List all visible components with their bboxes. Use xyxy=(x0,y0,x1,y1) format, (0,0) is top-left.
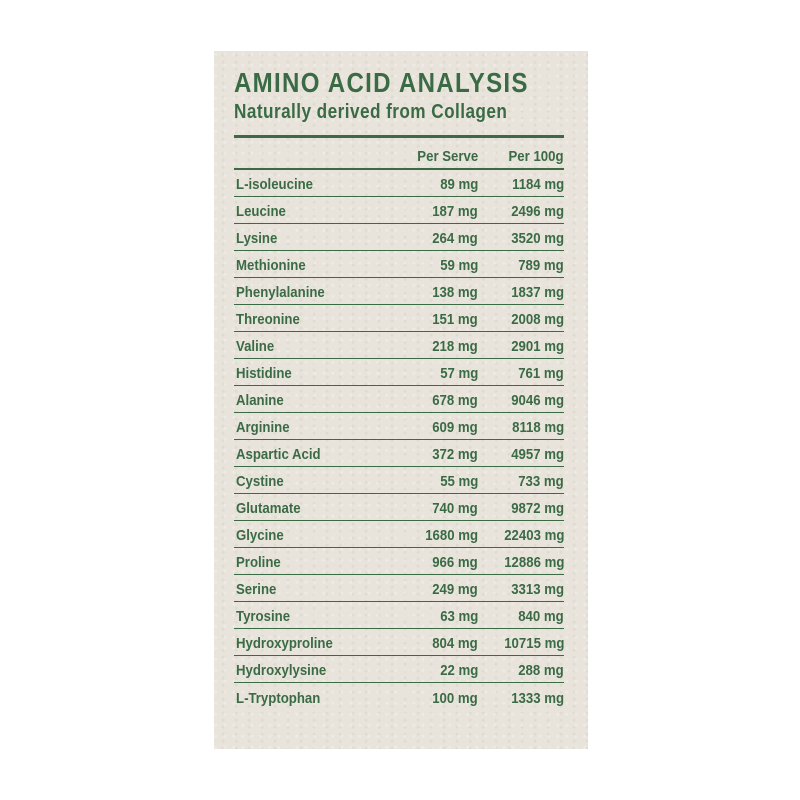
row-per-100g: 9046 mg xyxy=(511,392,564,409)
row-per-serve: 63 mg xyxy=(439,608,478,625)
row-name: Methionine xyxy=(236,257,306,274)
row-per-100g: 12886 mg xyxy=(503,554,564,571)
row-per-100g: 2008 mg xyxy=(511,311,564,328)
row-per-serve: 22 mg xyxy=(439,662,478,679)
row-per-100g: 9872 mg xyxy=(511,500,564,517)
table-row xyxy=(234,305,564,332)
row-per-serve: 372 mg xyxy=(432,446,478,463)
table-row xyxy=(234,197,564,224)
row-per-100g: 10715 mg xyxy=(503,635,564,652)
row-per-100g: 8118 mg xyxy=(511,419,564,436)
row-per-100g: 1837 mg xyxy=(511,284,564,301)
row-per-serve: 57 mg xyxy=(439,365,478,382)
table-row xyxy=(234,440,564,467)
table-row xyxy=(234,602,564,629)
row-name: Threonine xyxy=(236,311,300,328)
row-name: Valine xyxy=(236,338,275,355)
row-name: L-Tryptophan xyxy=(236,690,321,707)
row-name: Serine xyxy=(236,581,277,598)
row-per-serve: 59 mg xyxy=(439,257,478,274)
table-row xyxy=(234,494,564,521)
row-per-serve: 678 mg xyxy=(432,392,478,409)
row-name: Alanine xyxy=(236,392,284,409)
row-name: Cystine xyxy=(236,473,284,490)
row-per-100g: 1184 mg xyxy=(511,176,564,193)
row-name: Proline xyxy=(236,554,281,571)
table-row xyxy=(234,278,564,305)
row-per-serve: 740 mg xyxy=(432,500,478,517)
table-row xyxy=(234,575,564,602)
row-per-100g: 3520 mg xyxy=(511,230,564,247)
row-per-serve: 264 mg xyxy=(432,230,478,247)
table-row xyxy=(234,332,564,359)
row-per-100g: 2496 mg xyxy=(511,203,564,220)
row-name: Hydroxylysine xyxy=(236,662,327,679)
table-row xyxy=(234,521,564,548)
row-per-serve: 187 mg xyxy=(432,203,478,220)
row-name: Phenylalanine xyxy=(236,284,325,301)
row-per-100g: 288 mg xyxy=(518,662,564,679)
table-row xyxy=(234,170,564,197)
row-name: Hydroxyproline xyxy=(236,635,333,652)
row-name: Glutamate xyxy=(236,500,301,517)
row-name: Histidine xyxy=(236,365,292,382)
card-subtitle: Naturally derived from Collagen xyxy=(234,101,508,123)
row-name: Aspartic Acid xyxy=(236,446,321,463)
row-name: Arginine xyxy=(236,419,290,436)
row-per-serve: 100 mg xyxy=(432,690,478,707)
row-per-100g: 733 mg xyxy=(518,473,564,490)
row-per-serve: 1680 mg xyxy=(425,527,478,544)
row-per-100g: 22403 mg xyxy=(503,527,564,544)
amino-acid-table xyxy=(234,141,564,710)
row-name: Tyrosine xyxy=(236,608,291,625)
row-per-serve: 151 mg xyxy=(432,311,478,328)
row-per-serve: 804 mg xyxy=(432,635,478,652)
row-per-serve: 89 mg xyxy=(439,176,478,193)
row-name: Lysine xyxy=(236,230,278,247)
row-per-100g: 761 mg xyxy=(518,365,564,382)
row-per-100g: 840 mg xyxy=(518,608,564,625)
row-per-100g: 4957 mg xyxy=(511,446,564,463)
row-per-100g: 3313 mg xyxy=(511,581,564,598)
table-row xyxy=(234,224,564,251)
row-per-serve: 609 mg xyxy=(432,419,478,436)
table-row xyxy=(234,683,564,710)
amino-acid-card xyxy=(214,51,588,749)
table-row xyxy=(234,656,564,683)
table-header-row xyxy=(234,141,564,170)
row-per-serve: 249 mg xyxy=(432,581,478,598)
table-row xyxy=(234,359,564,386)
table-row xyxy=(234,251,564,278)
row-per-serve: 55 mg xyxy=(439,473,478,490)
row-per-serve: 138 mg xyxy=(432,284,478,301)
table-row xyxy=(234,467,564,494)
row-per-100g: 789 mg xyxy=(518,257,564,274)
row-name: Leucine xyxy=(236,203,286,220)
row-name: Glycine xyxy=(236,527,284,544)
title-divider xyxy=(234,135,564,138)
row-per-serve: 218 mg xyxy=(432,338,478,355)
row-name: L-isoleucine xyxy=(236,176,314,193)
row-per-100g: 2901 mg xyxy=(511,338,564,355)
card-title: AMINO ACID ANALYSIS xyxy=(234,67,529,98)
table-row xyxy=(234,386,564,413)
table-row xyxy=(234,413,564,440)
header-per-100g: Per 100g xyxy=(508,148,564,165)
table-row xyxy=(234,548,564,575)
row-per-100g: 1333 mg xyxy=(511,690,564,707)
table-row xyxy=(234,629,564,656)
row-per-serve: 966 mg xyxy=(432,554,478,571)
header-per-serve: Per Serve xyxy=(417,148,478,165)
